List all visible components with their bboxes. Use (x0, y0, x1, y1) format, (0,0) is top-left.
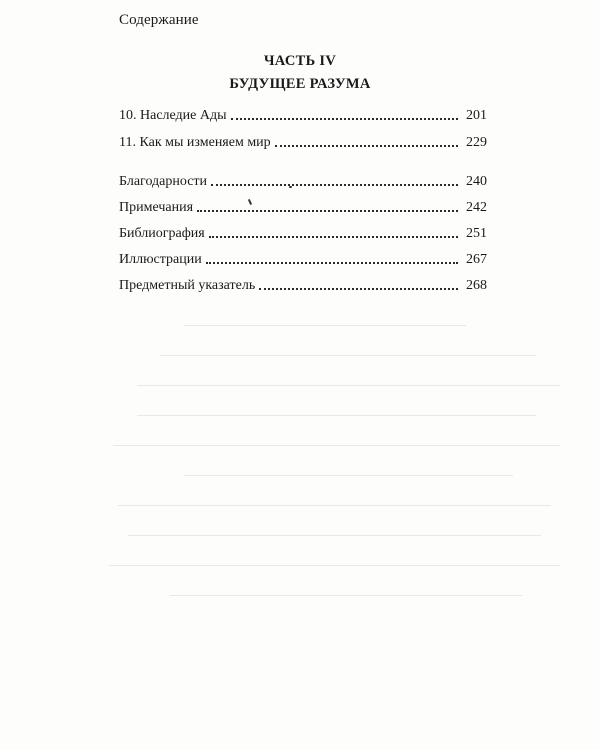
toc-entry-subject-index[interactable] (119, 274, 487, 294)
toc-entry-label: 11. Как мы изменяем мир (119, 135, 271, 150)
dot-leader (259, 288, 458, 290)
toc-entry-notes[interactable] (119, 196, 487, 216)
toc-entry-page: 242 (466, 200, 487, 215)
part-title: БУДУЩЕЕ РАЗУМА (229, 76, 371, 92)
dot-leader (231, 118, 458, 120)
toc-entry-chapter-11[interactable] (119, 131, 487, 151)
toc-entry-page: 240 (466, 174, 487, 189)
toc-entry-label: Библиография (119, 226, 205, 241)
toc-entry-page: 201 (466, 108, 487, 123)
toc-entry-bibliography[interactable] (119, 222, 487, 242)
toc-entry-page: 251 (466, 226, 487, 241)
dot-leader (197, 210, 458, 212)
toc-entry-page: 267 (466, 252, 487, 267)
toc-entry-label: Иллюстрации (119, 252, 202, 267)
toc-entry-illustrations[interactable] (119, 248, 487, 268)
page-header-title: Содержание (119, 12, 199, 28)
dot-leader (206, 262, 458, 264)
scan-speck (289, 186, 292, 188)
toc-entry-label: Благодарности (119, 174, 208, 189)
show-through-texture (90, 300, 560, 720)
toc-entry-label: Примечания (119, 200, 194, 215)
toc-entry-page: 229 (466, 135, 487, 150)
toc-entry-page: 268 (466, 278, 487, 293)
toc-entry-acknowledgements[interactable] (119, 170, 487, 190)
part-number: ЧАСТЬ IV (263, 53, 337, 69)
toc-entry-label: 10. Наследие Ады (119, 108, 227, 123)
toc-entry-label: Предметный указатель (119, 278, 256, 293)
toc-entry-chapter-10[interactable] (119, 104, 487, 124)
dot-leader (211, 184, 458, 186)
dot-leader (209, 236, 458, 238)
dot-leader (275, 145, 458, 147)
